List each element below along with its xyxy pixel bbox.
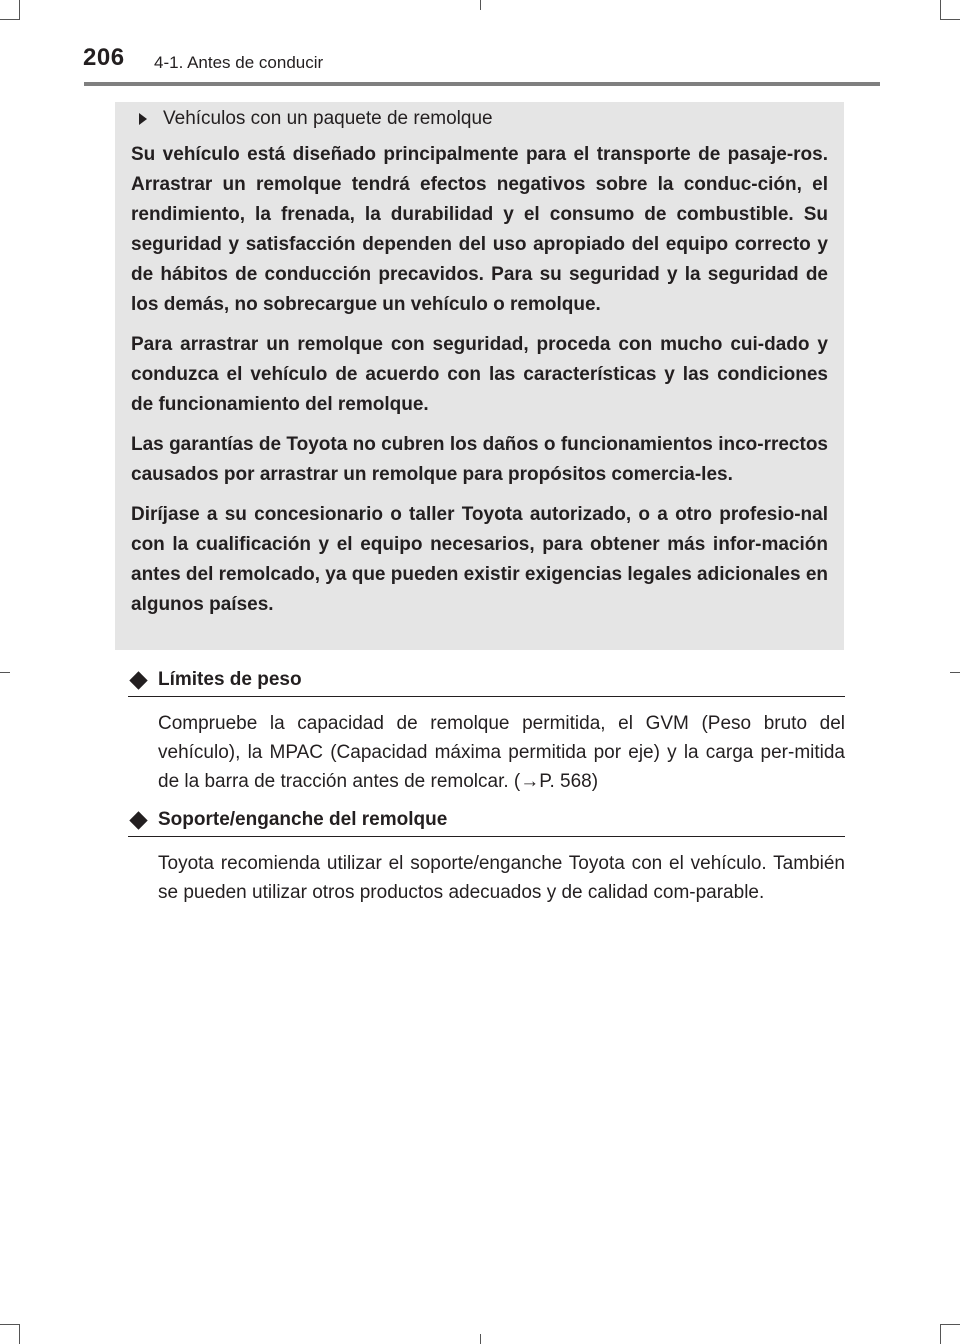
box-heading-text: Vehículos con un paquete de remolque — [163, 108, 493, 129]
diamond-icon — [129, 671, 147, 689]
crop-mark — [19, 1324, 20, 1344]
box-paragraph: Para arrastrar un remolque con seguridad, proceda con mucho cui-dado y conduzca el vehículo de acuerdo con las características y las condiciones de funcionamiento del remolque. — [131, 334, 828, 415]
crop-mark — [940, 1324, 960, 1325]
section-heading-text: Soporte/enganche del remolque — [158, 809, 448, 830]
crop-mark — [950, 672, 960, 673]
crop-mark — [940, 19, 960, 20]
page-number: 206 — [83, 44, 125, 71]
section-title: 4-1. Antes de conducir — [154, 53, 324, 72]
box-heading — [131, 107, 828, 131]
header-rule — [84, 82, 880, 86]
box-paragraph: Su vehículo está diseñado principalmente para el transporte de pasaje-ros. Arrastrar un remolque tendrá efectos negativos sobre la conduc-ción, el rendimiento, la frenada, la durabilidad y el consumo de combustible. Su seguridad y satisfacción dependen del uso apropiado del equipo correcto y de hábitos de conducción precavidos. Para su seguridad y la seguridad de los demás, no sobrecargue un vehículo o remolque. — [131, 144, 828, 315]
section-heading — [128, 666, 845, 697]
box-paragraph: Diríjase a su concesionario o taller Toyota autorizado, o a otro profesio-nal con la cualificación y el equipo necesarios, para obtener más infor-mación antes del remolcado, ya que pueden existir exigencias legales adicionales en algunos países. — [131, 504, 828, 615]
crop-mark — [480, 0, 481, 10]
triangle-right-icon — [139, 113, 147, 125]
crop-mark — [480, 1334, 481, 1344]
section-body: Compruebe la capacidad de remolque permitida, el GVM (Peso bruto del vehículo), la MPAC (Capacidad máxima permitida por eje) y la carga per-mitida de la barra de tracción antes de remolcar. (→P. 568) — [158, 713, 845, 792]
crop-mark — [0, 19, 20, 20]
crop-mark — [0, 672, 10, 673]
crop-mark — [0, 1324, 20, 1325]
section-heading — [128, 806, 845, 837]
box-paragraph: Las garantías de Toyota no cubren los daños o funcionamientos inco-rrectos causados por arrastrar un remolque para propósitos comercia-les. — [131, 434, 828, 485]
crop-mark — [940, 1324, 941, 1344]
crop-mark — [19, 0, 20, 20]
section-heading-text: Límites de peso — [158, 669, 302, 690]
crop-mark — [940, 0, 941, 20]
section-trailer-hitch — [128, 806, 845, 907]
section-body: Toyota recomienda utilizar el soporte/enganche Toyota con el vehículo. También se pueden utilizar otros productos adecuados y de calidad com-parable. — [158, 853, 845, 903]
diamond-icon — [129, 811, 147, 829]
towing-package-box — [115, 102, 844, 650]
section-weight-limits — [128, 666, 845, 796]
